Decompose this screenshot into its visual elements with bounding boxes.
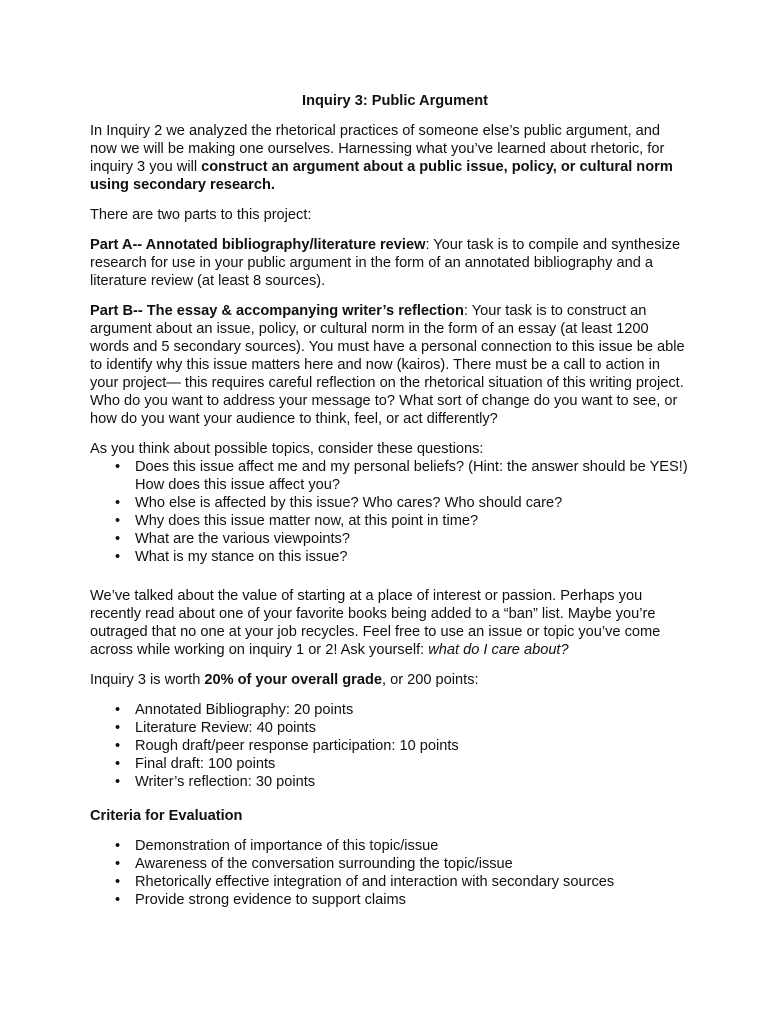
part-a-text: : Your task is to compile and synthesize research for use in your public argument in the form of an annotated bibliography and a literature review (at least 8 sources). xyxy=(90,237,681,289)
list-item xyxy=(90,458,690,494)
list-item xyxy=(90,873,690,891)
list-item xyxy=(90,855,690,873)
list-item-text: Why does this issue matter now, at this point in time? xyxy=(135,513,479,529)
list-item-text: What is my stance on this issue? xyxy=(135,549,348,565)
topics-list xyxy=(90,458,690,566)
bullet: • xyxy=(115,549,121,565)
list-item-text: Rhetorically effective integration of and interaction with secondary sources xyxy=(135,874,615,890)
bullet: • xyxy=(115,720,121,736)
parts-intro: There are two parts to this project: xyxy=(90,207,312,223)
bullet: • xyxy=(115,892,121,908)
grade-after: , or 200 points: xyxy=(382,672,479,688)
list-item xyxy=(90,773,690,791)
grade-bold: 20% of your overall grade xyxy=(204,672,382,688)
interest-paragraph xyxy=(90,587,690,659)
bullet: • xyxy=(115,838,121,854)
topics-intro: As you think about possible topics, consider these questions: xyxy=(90,441,484,457)
list-item-text: Provide strong evidence to support claims xyxy=(135,892,406,908)
part-a-paragraph xyxy=(90,236,690,290)
bullet: • xyxy=(115,459,121,475)
bullet: • xyxy=(115,531,121,547)
part-b-label: Part B-- The essay & accompanying writer’s reflection xyxy=(90,303,464,319)
list-item xyxy=(90,701,690,719)
interest-text: We’ve talked about the value of starting at a place of interest or passion. Perhaps you recently read about one of your favorite books being added to a “ban” list. Maybe you’re outraged that no one at your job recycles. Feel free to use an issue or topic you’ve come across while working on inquiry 1 or 2! Ask yourself: xyxy=(90,588,661,658)
list-item-text: Who else is affected by this issue? Who cares? Who should care? xyxy=(135,495,563,511)
intro-bold-text: construct an argument about a public issue, policy, or cultural norm using secondary research. xyxy=(90,159,673,193)
intro-text: In Inquiry 2 we analyzed the rhetorical practices of someone else’s public argument, and now we will be making one ourselves. Harnessing what you’ve learned about rhetoric, for inquiry 3 you will xyxy=(90,123,665,175)
interest-question: what do I care about? xyxy=(428,642,569,658)
bullet: • xyxy=(115,856,121,872)
list-item xyxy=(90,494,690,512)
intro-paragraph xyxy=(90,122,690,194)
list-item-text: Rough draft/peer response participation: 10 points xyxy=(135,738,459,754)
list-item xyxy=(90,719,690,737)
part-a-label: Part A-- Annotated bibliography/literature review xyxy=(90,237,426,253)
part-b-paragraph xyxy=(90,302,690,428)
grade-before: Inquiry 3 is worth xyxy=(90,672,205,688)
bullet: • xyxy=(115,513,121,529)
list-item-text: Writer’s reflection: 30 points xyxy=(135,774,316,790)
list-item-text: Final draft: 100 points xyxy=(135,756,276,772)
document-content xyxy=(90,92,690,909)
bullet: • xyxy=(115,774,121,790)
document-title: Inquiry 3: Public Argument xyxy=(302,93,488,109)
bullet: • xyxy=(115,756,121,772)
list-item xyxy=(90,837,690,855)
list-item xyxy=(90,512,690,530)
list-item xyxy=(90,530,690,548)
list-item-text: Annotated Bibliography: 20 points xyxy=(135,702,354,718)
criteria-list xyxy=(90,837,690,909)
list-item xyxy=(90,737,690,755)
list-item-text: What are the various viewpoints? xyxy=(135,531,350,547)
list-item-text: Awareness of the conversation surrounding the topic/issue xyxy=(135,856,513,872)
list-item xyxy=(90,891,690,909)
criteria-heading: Criteria for Evaluation xyxy=(90,808,243,824)
part-b-text: : Your task is to construct an argument about an issue, policy, or cultural norm in the form of an essay (at least 1200 words and 5 secondary sources). You must have a personal connection to this issue be able to identify why this issue matters here and now (kairos). There must be a call to action in your project— this requires careful reflection on the rhetorical situation of this writing project. Who do you want to address your message to? What sort of change do you want to see, or how do you want your audience to think, feel, or act differently? xyxy=(90,303,685,427)
list-item-text: Literature Review: 40 points xyxy=(135,720,316,736)
bullet: • xyxy=(115,495,121,511)
bullet: • xyxy=(115,738,121,754)
bullet: • xyxy=(115,702,121,718)
bullet: • xyxy=(115,874,121,890)
grade-paragraph xyxy=(90,671,690,689)
list-item-text: Demonstration of importance of this topic/issue xyxy=(135,838,439,854)
points-list xyxy=(90,701,690,791)
list-item xyxy=(90,548,690,566)
list-item-text: Does this issue affect me and my personal beliefs? (Hint: the answer should be YES!) How does this issue affect you? xyxy=(135,459,688,493)
list-item xyxy=(90,755,690,773)
